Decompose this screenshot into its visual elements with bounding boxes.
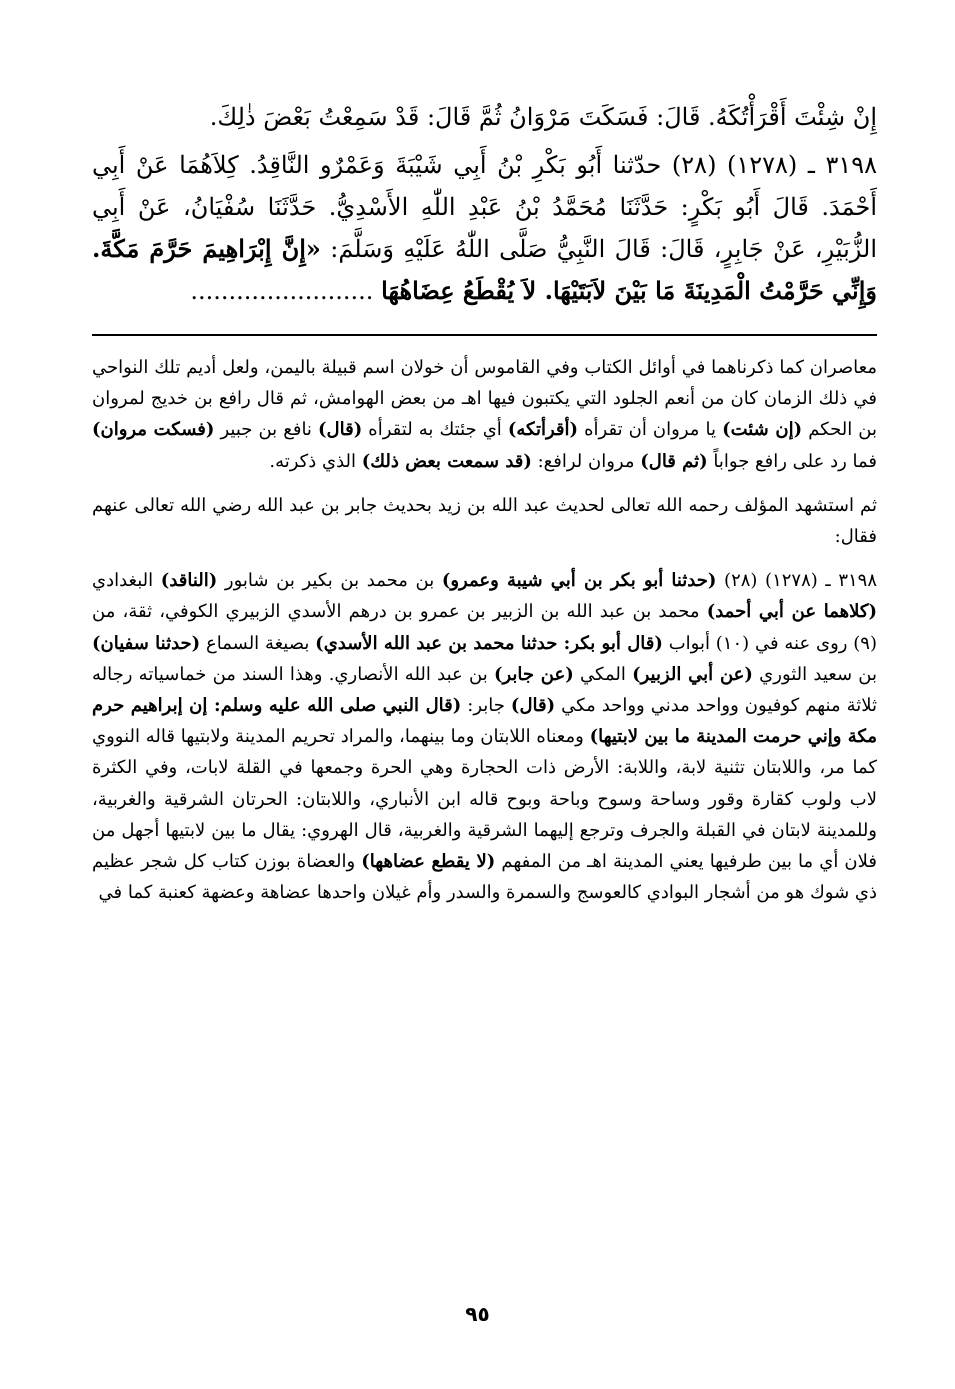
text-run: يا مروان أن تقرأه (578, 419, 723, 441)
text-run: فما رد على رافع جواباً (707, 450, 877, 472)
text-run: بصيغة السماع (200, 632, 316, 654)
bold-quote: (قال) (318, 419, 363, 441)
text-run: بن محمد بن بكير بن شابور (217, 570, 442, 592)
commentary-paragraph-3 (92, 565, 877, 908)
bold-quote: (الناقد) (160, 570, 218, 592)
text-run: أي جئتك به لتقرأه (362, 419, 508, 441)
bold-quote: (قد سمعت بعض ذلك) (361, 450, 532, 472)
hadith-matn: «إِنَّ إِبْرَاهِيمَ حَرَّمَ مَكَّةَ. وَإِنِّي حَرَّمْتُ الْمَدِينَةَ مَا بَيْنَ لاَبَتَيْهَا. لاَ يُقْطَعُ عِضَاهُهَا (92, 234, 877, 305)
hadith-continuation: إِنْ شِئْتَ أَقْرَأْتُكَهُ. قَالَ: فَسَكَتَ مَرْوَانُ ثُمَّ قَالَ: قَدْ سَمِعْتُ بَعْضَ ذٰلِكَ. (209, 103, 877, 131)
text-run: الذي ذكرته. (269, 450, 362, 472)
text-run: والعضاة بوزن كتاب كل شجر عظيم ذي شوك هو من أشجار البوادي كالعوسج والسمرة والسدر وأم غيلان واحدها عضاهة وعضهة كعنبة كما في (92, 851, 877, 904)
text-run: نافع بن جبير (214, 419, 319, 441)
commentary-text (92, 352, 877, 908)
hadith-isnad: ٣١٩٨ ـ (١٢٧٨) (٢٨) حدّثنا أَبُو بَكْرِ بْنُ أَبِي شَيْبَةَ وَعَمْرٌو النَّاقِدُ. كِلاَهُمَا عَنْ أَبِي أَحْمَدَ. قَالَ أَبُو بَكْرٍ: حَدَّثَنَا مُحَمَّدُ بْنُ عَبْدِ اللّٰهِ الأَسْدِيُّ. حَدَّثَنَا سُفْيَانُ، عَنْ أَبِي الزُّبَيْرِ، عَنْ جَابِرٍ، قَالَ: قَالَ النَّبِيُّ صَلَّى اللّٰهُ عَلَيْهِ وَسَلَّمَ: (92, 151, 878, 263)
bold-quote: (عن أبي الزبير) (632, 663, 753, 685)
bold-quote: (قال أبو بكر: حدثنا محمد بن عبد الله الأسدي) (315, 632, 663, 654)
text-run: بن عبد الله الأنصاري. وهذا السند من خماسياته رجاله ثلاثة منهم كوفيون وواحد مدني وواحد مكي (92, 663, 878, 717)
text-run: ثم استشهد المؤلف رحمه الله تعالى لحديث عبد الله بن زيد بحديث جابر بن عبد الله رضي الله تعالى عنهم فقال: (92, 494, 877, 548)
text-run: معاصران كما ذكرناهما في أوائل الكتاب وفي القاموس أن خولان اسم قبيلة باليمن، ولعل أديم تلك النواحي في ذلك الزمان كان من أنعم الجلود التي يكتبون فيها اهـ من بعض الهوامش، ثم قال رافع بن خديج لمروان بن الحكم (92, 357, 877, 441)
text-run: البغدادي (92, 570, 161, 592)
hadith-paragraph-1 (92, 96, 877, 138)
bold-quote: (حدثنا سفيان) (92, 632, 201, 654)
bold-quote: (ثم قال) (640, 450, 708, 472)
hadith-ellipsis: ........................ (190, 277, 382, 305)
footnote-divider (92, 334, 877, 336)
text-run: بن سعيد الثوري (752, 663, 877, 685)
bold-quote: (إن شئت) (722, 419, 803, 441)
text-run: جابر: (461, 695, 511, 717)
text-run: محمد بن عبد الله بن الزبير بن عمرو بن درهم الأسدي الزبيري الكوفي، ثقة، من (٩) روى عنه في (١٠) أبواب (92, 601, 877, 654)
page-body (92, 96, 877, 908)
bold-quote: (حدثنا أبو بكر بن أبي شيبة وعمرو) (441, 570, 717, 592)
text-run: مروان لرافع: (531, 450, 641, 472)
text-run: ٣١٩٨ ـ (١٢٧٨) (٢٨) (716, 570, 877, 592)
bold-quote: (لا يقطع عضاهها) (361, 851, 496, 873)
bold-quote: (قال) (510, 695, 556, 717)
bold-quote: (كلاهما عن أبي أحمد) (706, 601, 877, 623)
commentary-paragraph-1 (92, 352, 877, 477)
text-run: ومعناه اللابتان وما بينهما، والمراد تحريم المدينة ولابتيها قاله النووي كما مر، واللابتان تثنية لابة، واللابة: الأرض ذات الحجارة وهي الحرة وجمعها في القلة لابات، وفي الكثرة لاب ولوب كقارة وقور وساحة وسوح وباحة وبوح قاله ابن الأنباري، واللابتان: الحرتان الشرقية والغربية، وللمدينة لابتان في القبلة والجرف وترجع إليهما الشرقية والغربية، قال الهروي: يقال ما بين لابتيها أجهل من فلان أي ما بين طرفيها يعني المدينة اهـ من المفهم (92, 726, 877, 873)
bold-quote: (قال النبي صلى الله عليه وسلم: إن إبراهيم حرم مكة وإني حرمت المدينة ما بين لابتيها) (92, 695, 877, 748)
bold-quote: (فسكت مروان) (92, 419, 215, 441)
commentary-paragraph-2 (92, 490, 877, 552)
text-run: المكي (573, 663, 633, 685)
hadith-text (92, 96, 877, 312)
bold-quote: (عن جابر) (493, 663, 574, 685)
bold-quote: (أقرأتكه) (507, 419, 579, 441)
page-number: ٩٥ (465, 1302, 490, 1326)
hadith-paragraph-2 (92, 144, 877, 312)
